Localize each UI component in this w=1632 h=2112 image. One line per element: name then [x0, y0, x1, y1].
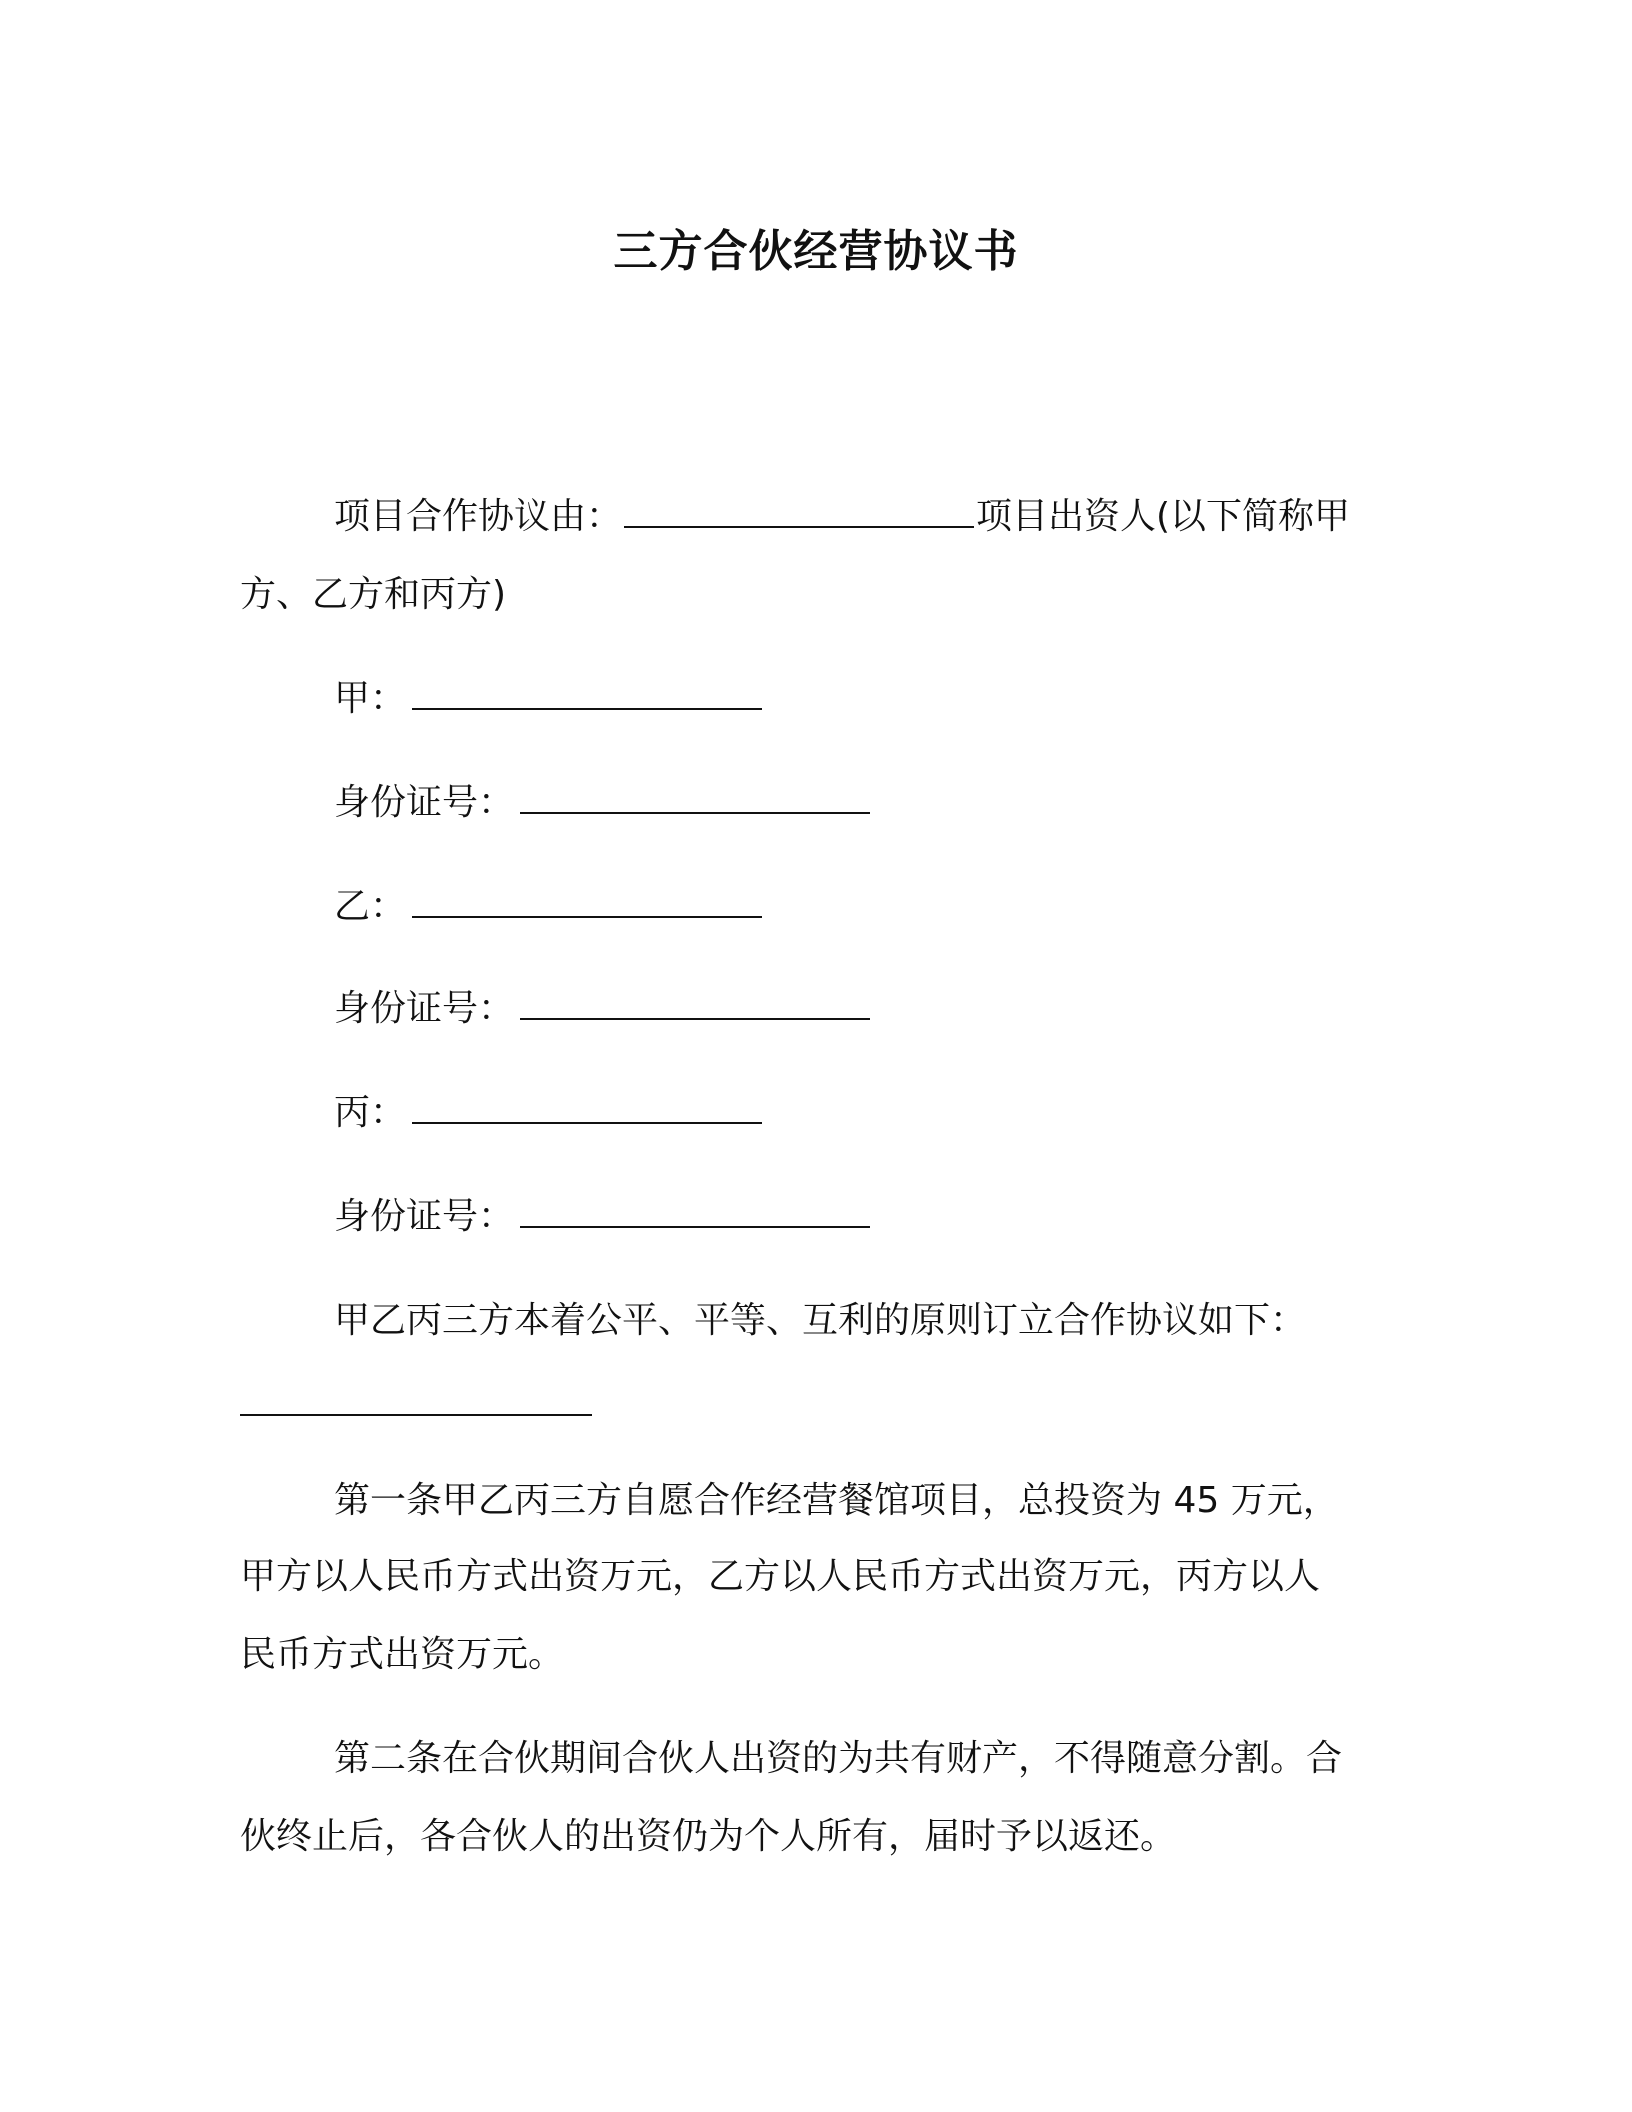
party-a-blank [412, 680, 762, 710]
party-b-label: 乙： [334, 886, 407, 927]
article2-line2: 伙终止后，各合伙人的出资仍为个人所有，届时予以返还。 [240, 1816, 1177, 1857]
party-c-line [334, 1088, 762, 1138]
party-a-id-label: 身份证号： [334, 782, 515, 823]
intro-line [334, 492, 1350, 542]
article1-line1: 第一条甲乙丙三方自愿合作经营餐馆项目，总投资为 45 万元， [334, 1480, 1339, 1521]
party-c-label: 丙： [334, 1092, 407, 1133]
party-a-id-blank [520, 784, 870, 814]
intro-suffix: 项目出资人(以下简称甲 [976, 496, 1351, 537]
article2-line1: 第二条在合伙期间合伙人出资的为共有财产，不得随意分割。合 [334, 1738, 1343, 1779]
party-a-line [334, 674, 762, 724]
party-a-label: 甲： [334, 678, 407, 719]
party-c-id-blank [520, 1198, 870, 1228]
article1-line2: 甲方以人民币方式出资万元，乙方以人民币方式出资万元，丙方以人 [240, 1556, 1321, 1597]
party-b-id-label: 身份证号： [334, 988, 515, 1029]
document-title: 三方合伙经营协议书 [613, 226, 1019, 277]
principle-line: 甲乙丙三方本着公平、平等、互利的原则订立合作协议如下： [334, 1300, 1307, 1341]
project-name-blank [624, 498, 974, 528]
intro-prefix: 项目合作协议由： [334, 496, 623, 537]
party-b-id-blank [520, 990, 870, 1020]
party-b-id-line [334, 984, 870, 1034]
party-b-line [334, 882, 762, 932]
party-c-id-line [334, 1192, 870, 1242]
party-c-id-label: 身份证号： [334, 1196, 515, 1237]
party-b-blank [412, 888, 762, 918]
intro-continuation: 方、乙方和丙方) [240, 574, 507, 615]
article1-line3: 民币方式出资万元。 [240, 1634, 565, 1675]
party-c-blank [412, 1094, 762, 1124]
party-a-id-line [334, 778, 870, 828]
standalone-blank [240, 1414, 592, 1416]
